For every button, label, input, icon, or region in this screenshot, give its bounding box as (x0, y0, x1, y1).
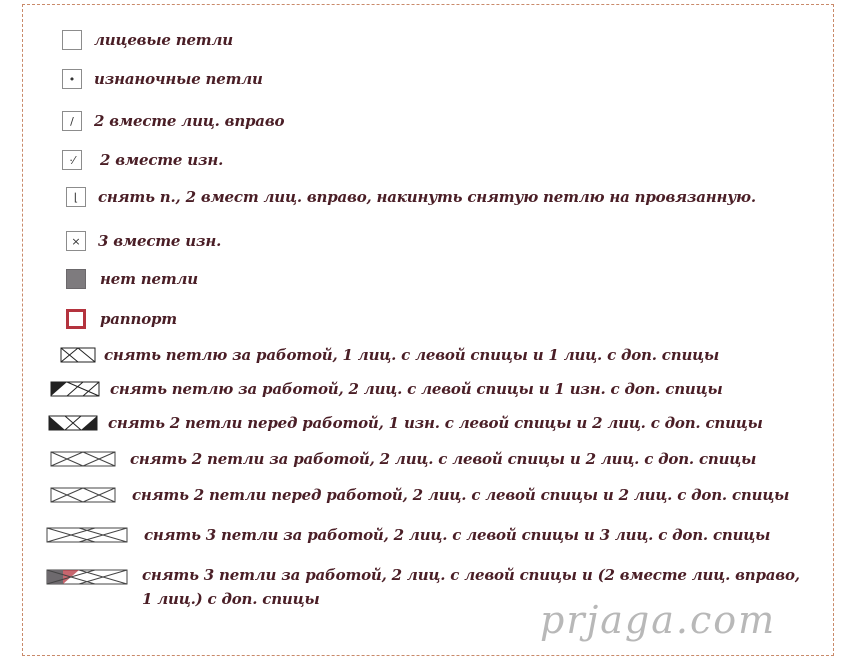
cable-6-icon (46, 568, 128, 586)
empty-square-icon (62, 30, 82, 50)
cable-3-left-icon (48, 414, 98, 432)
legend-item (66, 269, 198, 289)
legend-label-line2: 1 лиц.) с доп. спицы (142, 590, 320, 608)
legend-label: снять 2 петли перед работой, 1 изн. с левой спицы и 2 лиц. с доп. спицы (108, 414, 763, 432)
gray-square-icon (66, 269, 86, 289)
cable-2-icon (60, 346, 96, 364)
cable-4-left-icon (50, 486, 116, 504)
legend-label: снять петлю за работой, 2 лиц. с левой спицы и 1 изн. с доп. спицы (110, 380, 723, 398)
legend-label: снять 3 петли за работой, 2 лиц. с левой спицы и (2 вместе лиц. вправо, (142, 566, 800, 584)
legend-item (50, 380, 723, 398)
red-square-icon (66, 309, 86, 329)
cable-5-icon (46, 526, 128, 544)
legend-label: снять п., 2 вмест лиц. вправо, накинуть снятую петлю на провязанную. (98, 188, 756, 206)
legend-label: снять 2 петли перед работой, 2 лиц. с левой спицы и 2 лиц. с доп. спицы (132, 486, 790, 504)
slash-dot-square-icon: ·⁄ (62, 150, 82, 170)
legend-item (62, 30, 233, 50)
cable-4-right-icon (50, 450, 116, 468)
legend-item (62, 69, 263, 89)
legend-label: 2 вместе изн. (100, 151, 224, 169)
legend-label: нет петли (100, 270, 198, 288)
legend-label: снять петлю за работой, 1 лиц. с левой спицы и 1 лиц. с доп. спицы (104, 346, 720, 364)
legend-label: снять 2 петли за работой, 2 лиц. с левой спицы и 2 лиц. с доп. спицы (130, 450, 757, 468)
legend-item (60, 346, 719, 364)
cross-square-icon: × (66, 231, 86, 251)
cable-3-right-icon (50, 380, 100, 398)
legend-item (66, 187, 756, 207)
legend-label: раппорт (100, 310, 177, 328)
corner-square-icon: ⌊ (66, 187, 86, 207)
dot-square-icon: • (62, 69, 82, 89)
legend-label: лицевые петли (94, 31, 233, 49)
legend-label: изнаночные петли (94, 70, 263, 88)
legend-item (66, 309, 177, 329)
legend-item (50, 450, 756, 468)
legend-item (62, 111, 284, 131)
legend-label: снять 3 петли за работой, 2 лиц. с левой спицы и 3 лиц. с доп. спицы (144, 526, 771, 544)
watermark-text: prjaga.com (540, 598, 777, 642)
slash-square-icon: / (62, 111, 82, 131)
legend-item (50, 486, 789, 504)
legend-item (48, 414, 763, 432)
legend-item (46, 526, 770, 544)
legend-item (66, 231, 221, 251)
legend-item (62, 150, 223, 170)
legend-frame (22, 4, 834, 656)
legend-label: 2 вместе лиц. вправо (94, 112, 285, 130)
legend-label: 3 вместе изн. (98, 232, 222, 250)
